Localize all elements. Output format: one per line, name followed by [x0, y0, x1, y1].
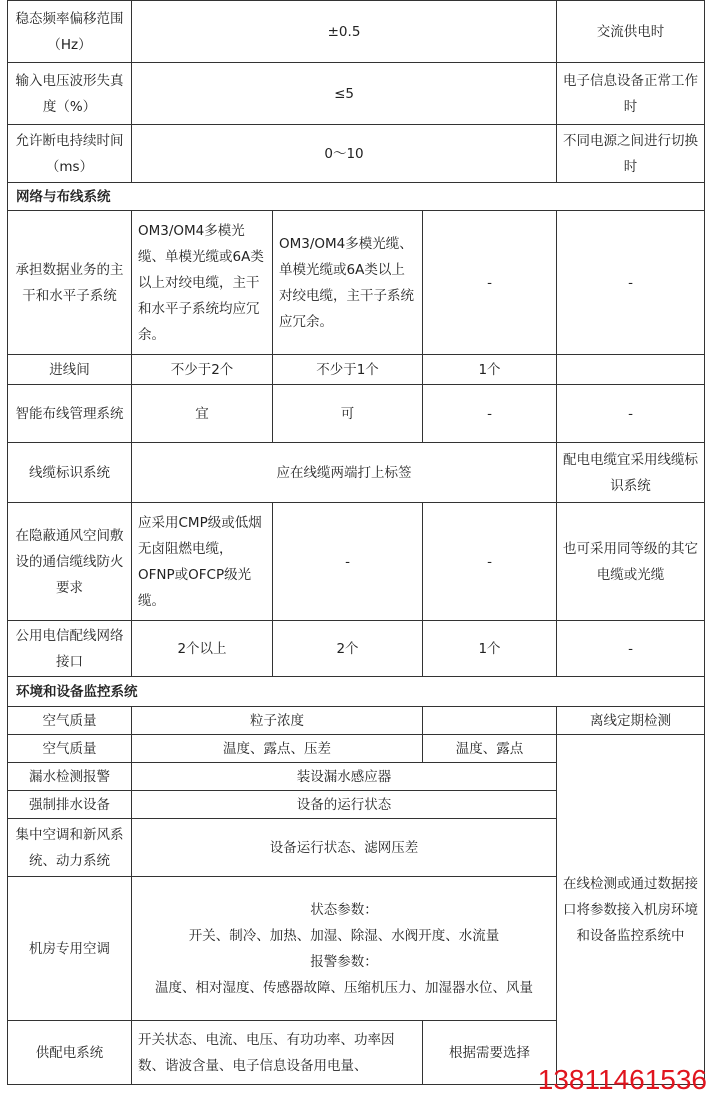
row-note [557, 355, 705, 385]
row-label: 空气质量 [8, 735, 132, 763]
table-row [8, 707, 705, 735]
table-row [8, 1, 705, 63]
section-title-network: 网络与布线系统 [8, 183, 705, 211]
row-label: 允许断电持续时间（ms） [8, 125, 132, 183]
cell-c: - [423, 385, 557, 443]
table-row [8, 385, 705, 443]
monitor-note: 在线检测或通过数据接口将参数接入机房环境和设备监控系统中 [557, 735, 705, 1085]
table-row [8, 63, 705, 125]
table-row [8, 503, 705, 621]
cell-a: 2个以上 [132, 621, 273, 677]
row-value: 开关状态、电流、电压、有功功率、功率因数、谐波含量、电子信息设备用电量、 [132, 1021, 423, 1085]
cell-c: - [423, 211, 557, 355]
status-params-title: 状态参数： [310, 901, 378, 918]
row-label: 强制排水设备 [8, 791, 132, 819]
row-label: 线缆标识系统 [8, 443, 132, 503]
table-row [8, 735, 705, 763]
watermark-text: 13811461536 [537, 1064, 707, 1095]
section-header [8, 183, 705, 211]
row-value: 应在线缆两端打上标签 [132, 443, 557, 503]
alarm-params: 温度、相对湿度、传感器故障、压缩机压力、加湿器水位、风量 [155, 979, 534, 996]
table-row [8, 211, 705, 355]
row-value: 粒子浓度 [132, 707, 423, 735]
cell-c: 1个 [423, 621, 557, 677]
row-value: ±0.5 [132, 1, 557, 63]
table-row [8, 443, 705, 503]
row-note: - [557, 621, 705, 677]
row-note: - [557, 211, 705, 355]
cell-c: - [423, 503, 557, 621]
cell-a: 不少于2个 [132, 355, 273, 385]
cell-a: 应采用CMP级或低烟无卤阻燃电缆，OFNP或OFCP级光缆。 [132, 503, 273, 621]
table-row [8, 125, 705, 183]
cell-c: 根据需要选择 [423, 1021, 557, 1085]
row-label: 承担数据业务的主干和水平子系统 [8, 211, 132, 355]
cell-b: - [273, 503, 423, 621]
row-label: 稳态频率偏移范围（Hz） [8, 1, 132, 63]
row-label: 进线间 [8, 355, 132, 385]
cell-b: 不少于1个 [273, 355, 423, 385]
cell-b: OM3/OM4多模光缆、单模光缆或6A类以上对绞电缆，主干子系统应冗余。 [273, 211, 423, 355]
row-value: 0～10 [132, 125, 557, 183]
row-note: 离线定期检测 [557, 707, 705, 735]
row-label: 公用电信配线网络接口 [8, 621, 132, 677]
cell-b: 2个 [273, 621, 423, 677]
row-value: 设备运行状态、滤网压差 [132, 819, 557, 877]
row-value: 设备的运行状态 [132, 791, 557, 819]
row-label: 机房专用空调 [8, 877, 132, 1021]
crac-params [132, 877, 557, 1021]
status-params: 开关、制冷、加热、加湿、除湿、水阀开度、水流量 [188, 927, 500, 944]
row-label: 漏水检测报警 [8, 763, 132, 791]
alarm-params-title: 报警参数： [310, 953, 378, 970]
row-label: 空气质量 [8, 707, 132, 735]
cell-b: 可 [273, 385, 423, 443]
row-label: 集中空调和新风系统、动力系统 [8, 819, 132, 877]
row-value: 温度、露点、压差 [132, 735, 423, 763]
row-value: 装设漏水感应器 [132, 763, 557, 791]
row-note: 不同电源之间进行切换时 [557, 125, 705, 183]
row-label: 智能布线管理系统 [8, 385, 132, 443]
row-label: 输入电压波形失真度（%） [8, 63, 132, 125]
row-value: ≤5 [132, 63, 557, 125]
row-note: 也可采用同等级的其它电缆或光缆 [557, 503, 705, 621]
row-label: 供配电系统 [8, 1021, 132, 1085]
cell-c: 1个 [423, 355, 557, 385]
row-note: 电子信息设备正常工作时 [557, 63, 705, 125]
row-note: - [557, 385, 705, 443]
row-note: 配电电缆宜采用线缆标识系统 [557, 443, 705, 503]
spec-table [7, 0, 705, 1085]
cell-a: 宜 [132, 385, 273, 443]
table-row [8, 621, 705, 677]
cell-c: 温度、露点 [423, 735, 557, 763]
table-row [8, 355, 705, 385]
section-title-env: 环境和设备监控系统 [8, 677, 705, 707]
cell-a: OM3/OM4多模光缆、单模光缆或6A类以上对绞电缆，主干和水平子系统均应冗余。 [132, 211, 273, 355]
cell-c [423, 707, 557, 735]
row-label: 在隐蔽通风空间敷设的通信缆线防火要求 [8, 503, 132, 621]
row-note: 交流供电时 [557, 1, 705, 63]
section-header [8, 677, 705, 707]
